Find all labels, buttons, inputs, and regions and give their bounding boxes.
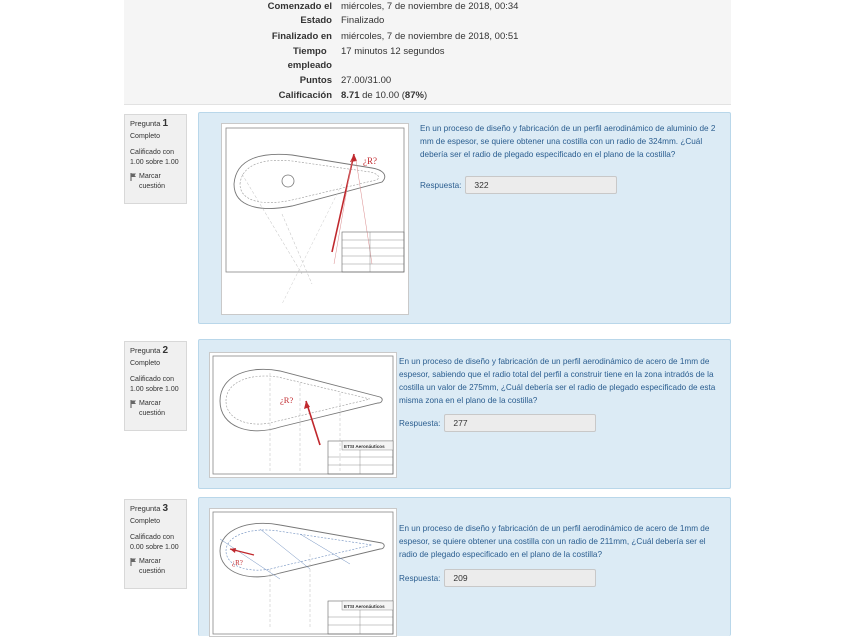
grade-score: 8.71 (341, 90, 360, 101)
question-number-value: 3 (162, 503, 169, 514)
answer-label: Respuesta: (399, 418, 441, 428)
flag-label: Marcar cuestión (139, 558, 166, 575)
answer-label: Respuesta: (420, 180, 462, 190)
question-text-2: En un proceso de diseño y fabricación de un perfil aerodinámico de acero de 1mm de espesor, sabiendo que el radio total del perfil a construir tiene en la zona intradós de la costilla un valor de 275mm, ¿Cuál debería ser el radio de plegado especificado de esta misma zona en el plano de la costilla? (399, 357, 716, 405)
question-drawing-2 (209, 352, 397, 478)
question-label: Pregunta (130, 504, 161, 513)
airfoil-drawing-image (222, 124, 408, 314)
question-number (130, 346, 181, 356)
question-info-2 (124, 341, 187, 431)
time-label-line1: Tiempo (293, 46, 327, 57)
question-number (130, 504, 181, 514)
points-label: Puntos (299, 75, 332, 86)
started-label: Comenzado el (267, 1, 332, 12)
time-label (288, 45, 332, 73)
question-info-1 (124, 114, 187, 204)
grade-end: ) (423, 90, 428, 101)
question-label: Pregunta (130, 119, 161, 128)
question-status: Completo (130, 518, 160, 525)
flag-icon (130, 173, 137, 181)
answer-label: Respuesta: (399, 573, 441, 583)
answer-input[interactable]: 322 (465, 176, 617, 194)
finished-label: Finalizado en (271, 31, 332, 42)
drawing-label: ¿R? (280, 395, 294, 405)
question-info-3 (124, 499, 187, 589)
question-grade: Calificado con 1.00 sobre 1.00 (130, 376, 179, 393)
grade-percent: 87% (404, 90, 424, 101)
time-label-line2: empleado (287, 60, 332, 71)
attempt-summary (124, 0, 731, 105)
answer-input[interactable]: 277 (444, 414, 596, 432)
question-grade: Calificado con 1.00 sobre 1.00 (130, 149, 179, 166)
answer-input[interactable]: 209 (444, 569, 596, 587)
question-label: Pregunta (130, 346, 161, 355)
drawing-label: ¿R? (363, 156, 377, 166)
question-content-1 (198, 112, 731, 324)
question-text-3: En un proceso de diseño y fabricación de un perfil aerodinámico de acero de 1mm de espesor, se quiere obtener una costilla con un radio de 211mm, ¿Cuál debería ser el radio de plegado especificado en el plano de la costilla? (399, 524, 710, 559)
points-value: 27.00/31.00 (341, 75, 392, 86)
answer-row-3 (399, 569, 596, 587)
answer-row-1 (420, 176, 617, 194)
question-status: Completo (130, 133, 160, 140)
finished-value: miércoles, 7 de noviembre de 2018, 00:51 (341, 31, 519, 42)
drawing-title: ETSI Aeronáuticos (344, 444, 385, 449)
question-number-value: 2 (162, 345, 169, 356)
flag-icon (130, 558, 137, 566)
question-number-value: 1 (162, 118, 169, 129)
question-drawing-3 (209, 508, 397, 637)
grade-middle: de 10.00 ( (359, 90, 405, 101)
drawing-title: ETSI Aeronáuticos (344, 604, 385, 609)
airfoil-drawing-image (210, 353, 396, 477)
question-content-3 (198, 497, 731, 636)
time-value: 17 minutos 12 segundos (341, 46, 445, 57)
question-content-2 (198, 339, 731, 489)
question-grade: Calificado con 0.00 sobre 1.00 (130, 534, 179, 551)
answer-row-2 (399, 414, 596, 432)
flag-question-button[interactable] (130, 172, 181, 192)
state-label: Estado (300, 15, 332, 26)
flag-question-button[interactable] (130, 557, 181, 577)
drawing-label: ¿R? (232, 559, 243, 567)
airfoil-drawing-image (210, 509, 396, 637)
grade-value (341, 89, 427, 103)
flag-label: Marcar cuestión (139, 400, 166, 417)
question-number (130, 119, 181, 129)
state-value: Finalizado (341, 15, 385, 26)
started-value: miércoles, 7 de noviembre de 2018, 00:34 (341, 1, 519, 12)
flag-question-button[interactable] (130, 399, 181, 419)
question-text-1: En un proceso de diseño y fabricación de un perfil aerodinámico de aluminio de 2 mm de espesor, se quiere obtener una costilla con un radio de 324mm. ¿Cuál debería ser el radio de plegado especificado en el plano de la costilla? (420, 124, 716, 159)
question-status: Completo (130, 360, 160, 367)
flag-label: Marcar cuestión (139, 173, 166, 190)
flag-icon (130, 400, 137, 408)
grade-label: Calificación (278, 90, 332, 101)
question-drawing-1 (221, 123, 409, 315)
